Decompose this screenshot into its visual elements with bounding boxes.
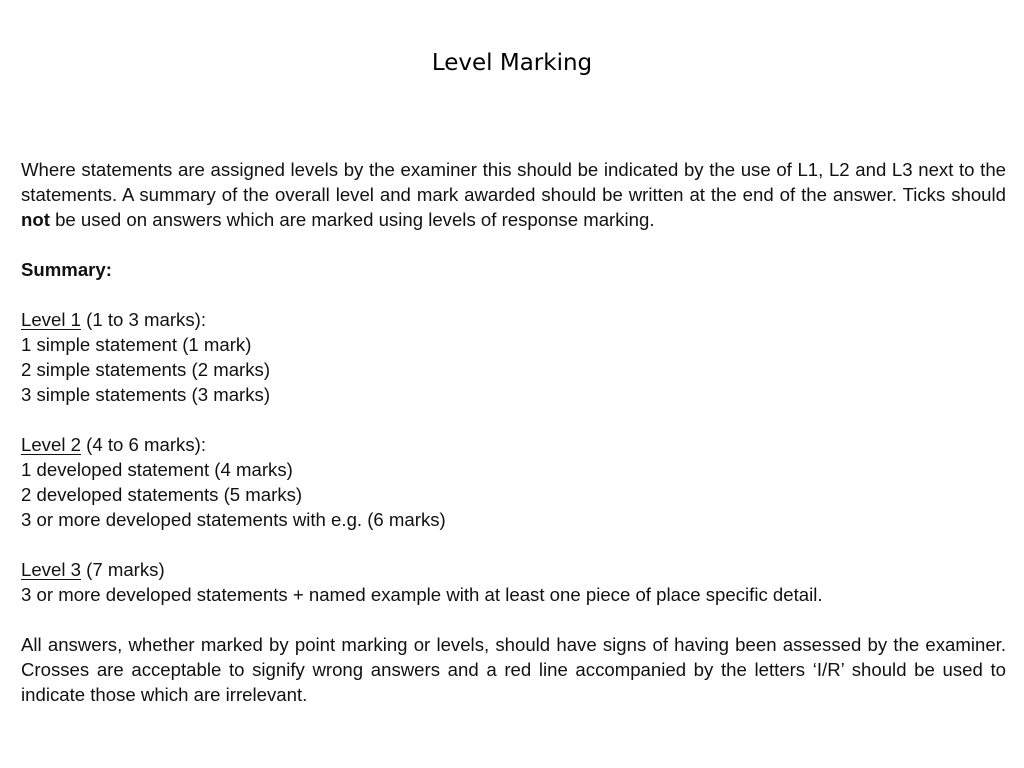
level-2-name: Level 2 (21, 434, 81, 455)
level-3-block (21, 557, 1006, 607)
spacer (21, 532, 1006, 557)
level-3-range: (7 marks) (80, 559, 165, 580)
level-1-name: Level 1 (21, 309, 81, 330)
document-body (21, 157, 1006, 707)
intro-paragraph (21, 157, 1006, 232)
level-1-block (21, 307, 1006, 407)
level-3-line: 3 or more developed statements + named example with at least one piece of place specific detail. (21, 584, 823, 605)
summary-heading: Summary: (21, 259, 112, 280)
level-1-line: 3 simple statements (3 marks) (21, 384, 271, 405)
intro-text-start: Where statements are assigned levels by the examiner this should be indicated by the use of L1, L2 and L3 next to the statements. A summary of the overall level and mark awarded should be written at the end of the answer. Ticks should (21, 159, 1006, 205)
level-2-line: 1 developed statement (4 marks) (21, 459, 293, 480)
level-3-header (21, 557, 1006, 582)
level-1-line: 2 simple statements (2 marks) (21, 359, 271, 380)
level-2-header (21, 432, 1006, 457)
level-1-range: (1 to 3 marks): (80, 309, 206, 330)
closing-paragraph: All answers, whether marked by point marking or levels, should have signs of having been assessed by the examiner. Crosses are acceptable to signify wrong answers and a red line accompanied by the letters ‘I/R’ should be used to indicate those which are irrelevant. (21, 634, 1006, 705)
level-2-line: 2 developed statements (5 marks) (21, 484, 303, 505)
level-3-name: Level 3 (21, 559, 81, 580)
level-2-block (21, 432, 1006, 532)
intro-emphasis: not (21, 209, 50, 230)
spacer (21, 282, 1006, 307)
level-1-header (21, 307, 1006, 332)
level-2-line: 3 or more developed statements with e.g. (6 marks) (21, 509, 446, 530)
spacer (21, 607, 1006, 632)
level-1-line: 1 simple statement (1 mark) (21, 334, 252, 355)
spacer (21, 407, 1006, 432)
page-title: Level Marking (431, 50, 593, 76)
level-2-range: (4 to 6 marks): (80, 434, 206, 455)
intro-text-end: be used on answers which are marked using levels of response marking. (49, 209, 655, 230)
spacer (21, 232, 1006, 257)
